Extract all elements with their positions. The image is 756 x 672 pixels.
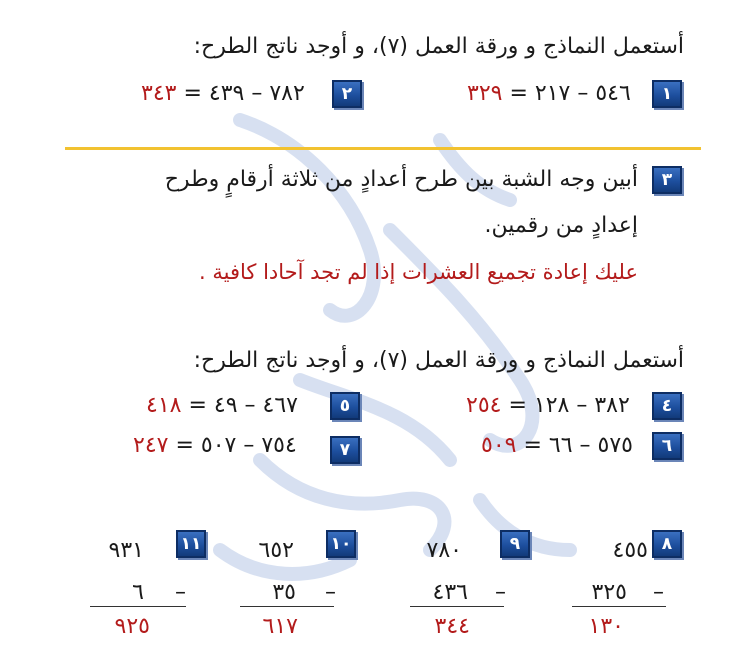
problem-11-answer: ٩٢٥ [114, 614, 150, 639]
problem-6-expression: ٥٧٥ – ٦٦ = [523, 433, 633, 458]
problem-5-expression: ٤٦٧ – ٤٩ = [188, 393, 298, 418]
section1-instruction: أستعمل النماذج و ورقة العمل (٧)، و أوجد ناتج الطرح: [193, 34, 684, 59]
section-divider [65, 147, 701, 150]
problem-8-sign: – [653, 580, 664, 605]
problem-4-answer: ٢٥٤ [466, 393, 502, 418]
problem-badge-1: ١ [652, 80, 682, 108]
problem-5-answer: ٤١٨ [146, 393, 182, 418]
problem-8-bottom: ٣٢٥ [591, 580, 627, 605]
problem-5 [146, 393, 298, 418]
problem-9-answer: ٣٤٤ [434, 614, 470, 639]
problem-9-rule [410, 606, 504, 607]
problem-10-sign: – [325, 580, 336, 605]
problem-2-expression: ٧٨٢ – ٤٣٩ = [183, 81, 305, 106]
problem-2-answer: ٣٤٣ [141, 81, 177, 106]
problem-badge-3: ٣ [652, 166, 682, 194]
problem-badge-8: ٨ [652, 530, 682, 558]
question-3-line2: إعدادٍ من رقمين. [484, 213, 638, 238]
problem-10-answer: ٦١٧ [262, 614, 298, 639]
problem-10-bottom: ٣٥ [272, 580, 296, 605]
section3-instruction: أستعمل النماذج و ورقة العمل (٧)، و أوجد ناتج الطرح: [193, 348, 684, 373]
problem-2 [141, 81, 305, 106]
problem-7-answer: ٢٤٧ [133, 433, 169, 458]
problem-11-sign: – [175, 580, 186, 605]
problem-7 [133, 433, 297, 458]
problem-6-answer: ٥٠٩ [481, 433, 517, 458]
problem-badge-6: ٦ [652, 432, 682, 460]
problem-7-expression: ٧٥٤ – ٥٠٧ = [175, 433, 297, 458]
problem-badge-5: ٥ [330, 392, 360, 420]
problem-4 [466, 393, 630, 418]
question-3-line1: أبين وجه الشبة بين طرح أعدادٍ من ثلاثة أرقامٍ وطرح [164, 167, 638, 192]
problem-6 [481, 433, 633, 458]
problem-badge-11: ١١ [176, 530, 206, 558]
problem-badge-4: ٤ [652, 392, 682, 420]
problem-10-rule [240, 606, 334, 607]
problem-10-top: ٦٥٢ [258, 538, 294, 563]
problem-badge-7: ٧ [330, 436, 360, 464]
problem-11-bottom: ٦ [132, 580, 144, 605]
problem-1 [467, 81, 631, 106]
problem-11-top: ٩٣١ [108, 538, 144, 563]
problem-9-bottom: ٤٣٦ [432, 580, 468, 605]
problem-11-rule [90, 606, 186, 607]
problem-9-top: ٧٨٠ [426, 538, 462, 563]
problem-badge-10: ١٠ [326, 530, 356, 558]
problem-8-rule [572, 606, 666, 607]
signature-watermark-icon [180, 80, 600, 600]
problem-badge-2: ٢ [332, 80, 362, 108]
problem-badge-9: ٩ [500, 530, 530, 558]
problem-9-sign: – [495, 580, 506, 605]
problem-8-top: ٤٥٥ [612, 538, 648, 563]
problem-8-answer: ١٣٠ [588, 614, 624, 639]
hint-note: عليك إعادة تجميع العشرات إذا لم تجد آحادا كافية . [199, 260, 638, 284]
problem-4-expression: ٣٨٢ – ١٢٨ = [508, 393, 630, 418]
problem-1-expression: ٥٤٦ – ٢١٧ = [509, 81, 631, 106]
problem-1-answer: ٣٢٩ [467, 81, 503, 106]
